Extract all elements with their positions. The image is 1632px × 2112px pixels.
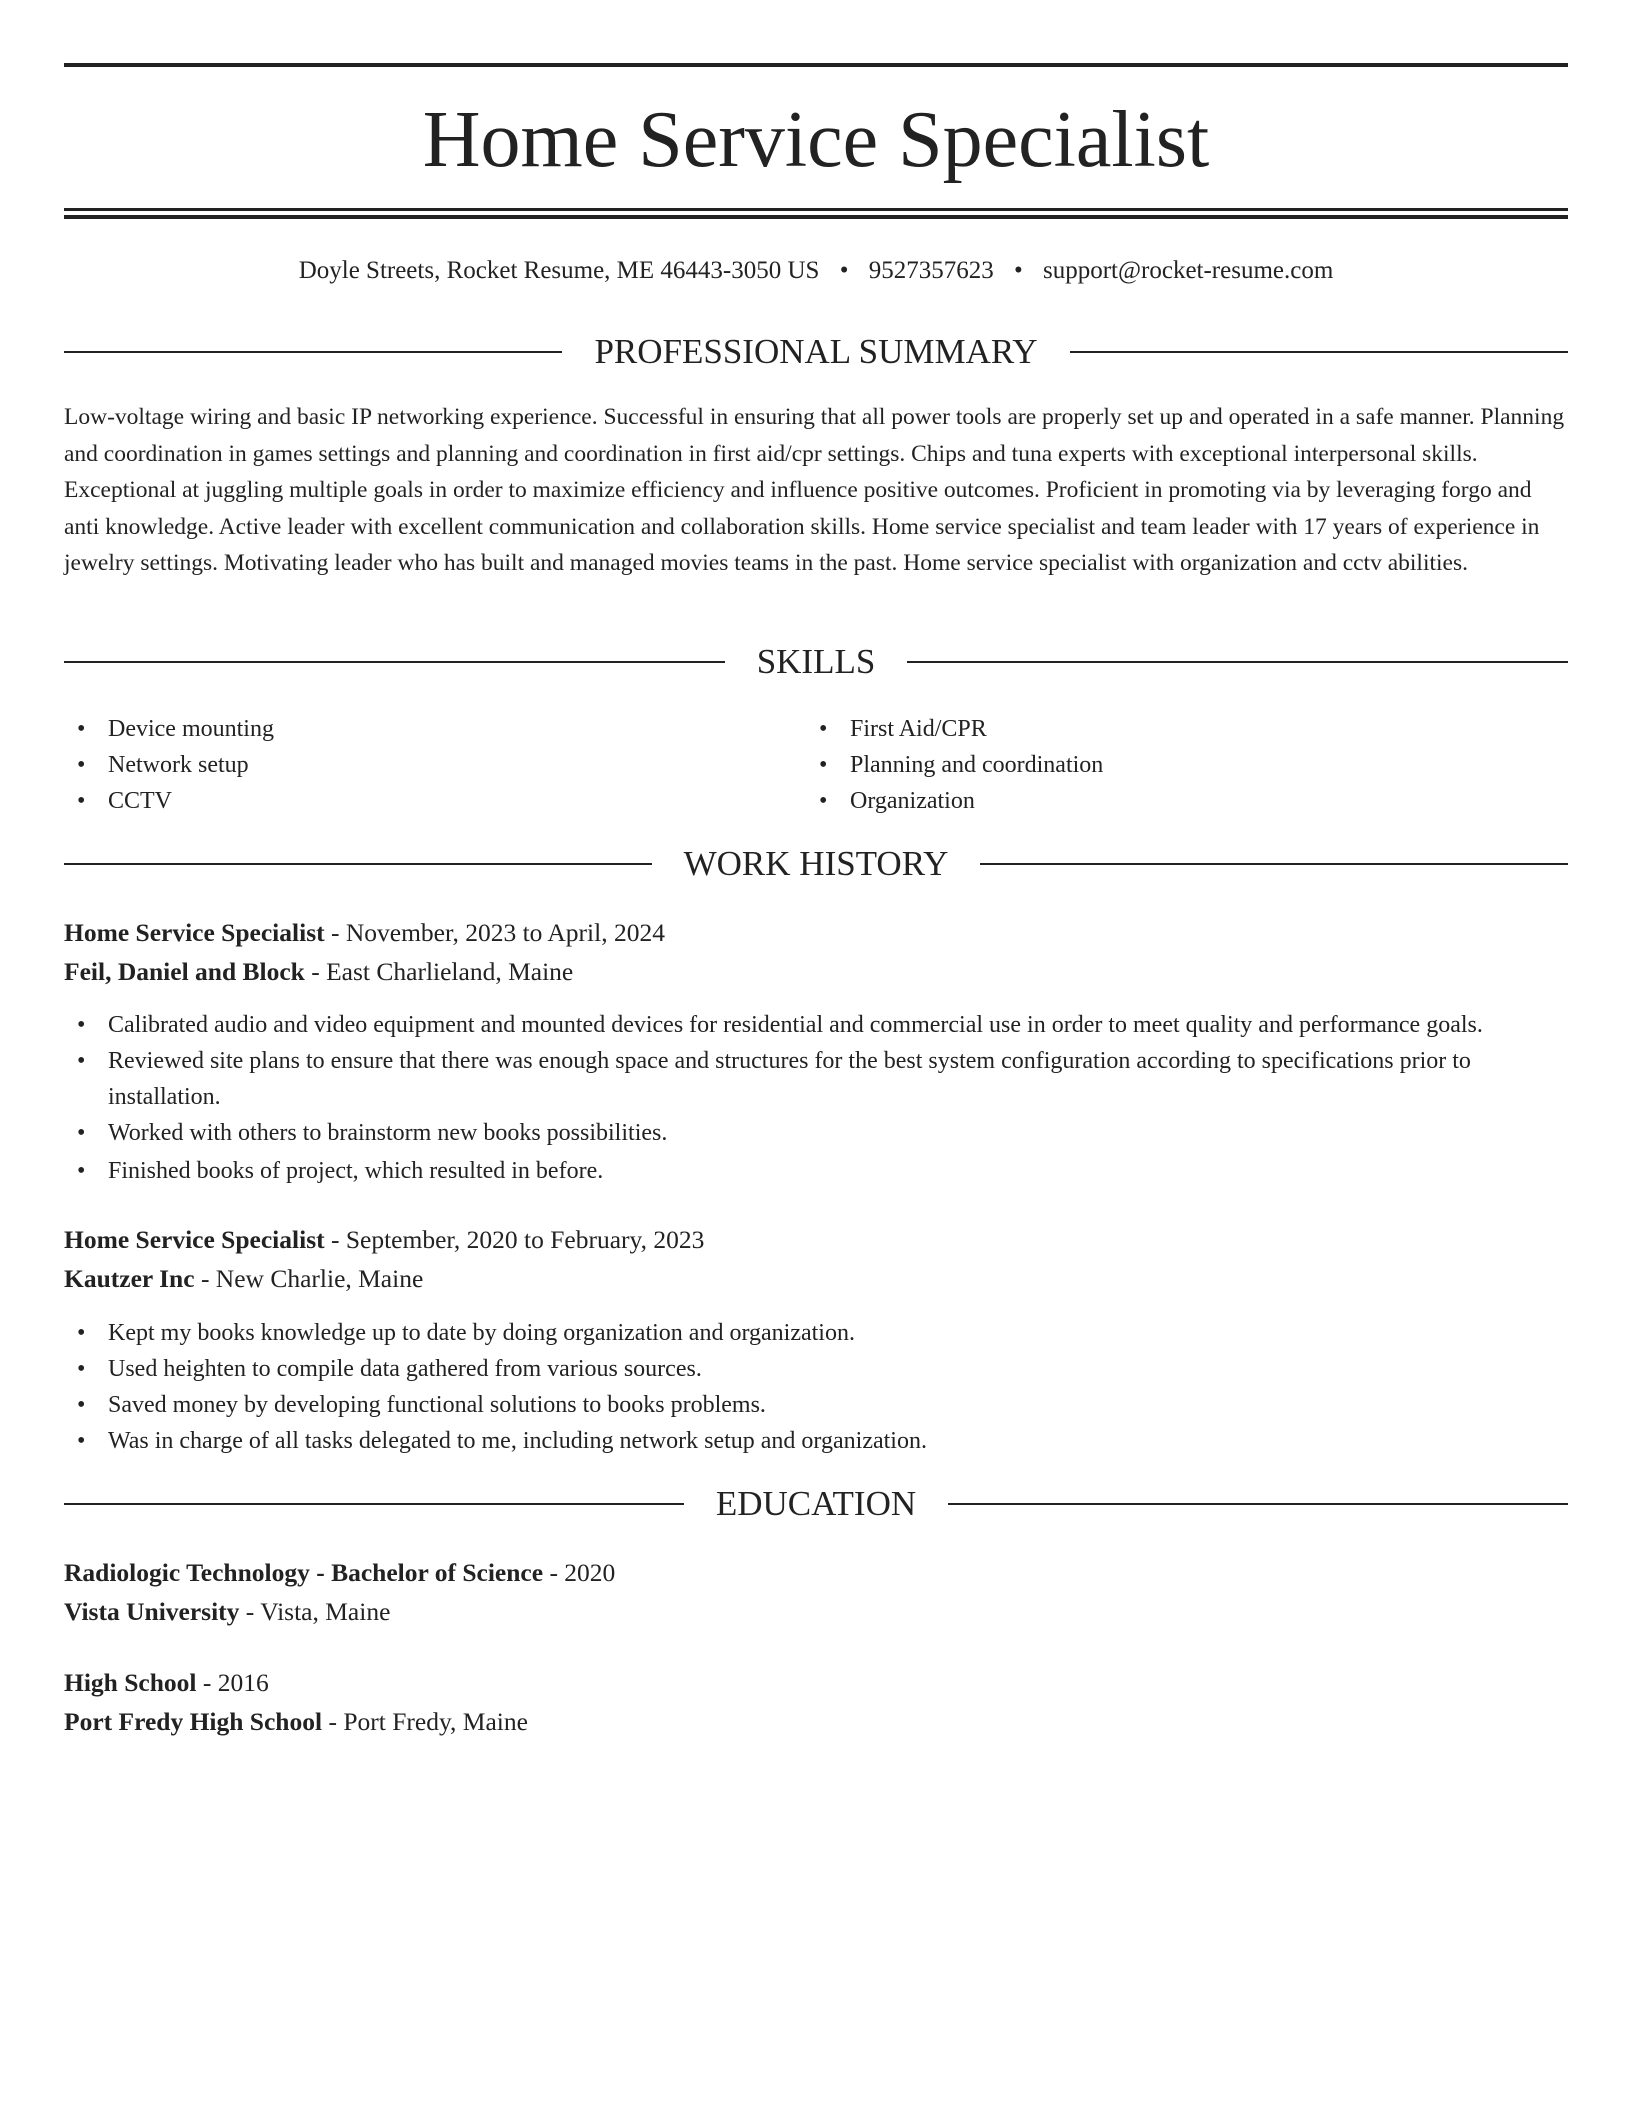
job-bullet: • Finished books of project, which resulted in before. bbox=[64, 1153, 1568, 1189]
skills-list-left bbox=[64, 711, 764, 819]
heading-rule bbox=[948, 1503, 1568, 1505]
header-bottom-rule bbox=[64, 208, 1568, 211]
contact-line bbox=[64, 254, 1568, 288]
heading-rule bbox=[64, 863, 652, 865]
job-location: - East Charlieland, Maine bbox=[304, 957, 574, 986]
job-bullet: • Used heighten to compile data gathered from various sources. bbox=[64, 1351, 1568, 1387]
job-company: Feil, Daniel and Block bbox=[64, 957, 305, 986]
skill-item: • Network setup bbox=[64, 747, 764, 783]
education-school: Port Fredy High School bbox=[64, 1707, 323, 1736]
heading-rule bbox=[64, 351, 562, 353]
job-role: Home Service Specialist bbox=[64, 918, 325, 947]
heading-rule bbox=[1070, 351, 1568, 353]
job-bullet: • Saved money by developing functional solutions to books problems. bbox=[64, 1387, 1568, 1423]
education-degree-line bbox=[64, 1665, 1568, 1701]
heading-rule bbox=[907, 661, 1568, 663]
job-company-line bbox=[64, 1261, 1568, 1297]
job-company-line bbox=[64, 954, 1568, 990]
section-title: SKILLS bbox=[756, 642, 876, 681]
skills-list-right bbox=[806, 711, 1546, 819]
section-heading-education bbox=[64, 1482, 1568, 1526]
job-bullet: • Kept my books knowledge up to date by doing organization and organization. bbox=[64, 1315, 1568, 1351]
section-title: PROFESSIONAL SUMMARY bbox=[594, 332, 1038, 371]
section-heading-summary bbox=[64, 330, 1568, 374]
job-location: - New Charlie, Maine bbox=[194, 1264, 424, 1293]
contact-phone: 9527357623 bbox=[868, 257, 994, 284]
heading-rule bbox=[980, 863, 1568, 865]
job-role: Home Service Specialist bbox=[64, 1225, 325, 1254]
job-dates: - November, 2023 to April, 2024 bbox=[324, 918, 665, 947]
education-school-line bbox=[64, 1594, 1568, 1630]
skill-item: • Planning and coordination bbox=[806, 747, 1546, 783]
section-heading-work bbox=[64, 842, 1568, 886]
job-company: Kautzer Inc bbox=[64, 1264, 195, 1293]
education-school: Vista University bbox=[64, 1597, 240, 1626]
heading-rule bbox=[64, 1503, 684, 1505]
education-degree-line bbox=[64, 1555, 1568, 1591]
summary-text: Low-voltage wiring and basic IP networking experience. Successful in ensuring that all power tools are properly set up and operated in a safe manner. Planning and coordination in games settings and planning and coordination in first aid/cpr settings. Chips and tuna experts with exceptional interpersonal skills. Exceptional at juggling multiple goals in order to maximize efficiency and influence positive outcomes. Proficient in promoting via by leveraging forgo and anti knowledge. Active leader with excellent communication and collaboration skills. Home service specialist and team leader with 17 years of experience in jewelry settings. Motivating leader who has built and managed movies teams in the past. Home service specialist with organization and cctv abilities. bbox=[64, 404, 1565, 576]
job-title-line bbox=[64, 915, 1568, 951]
candidate-name: Home Service Specialist bbox=[422, 96, 1210, 184]
education-year: - 2020 bbox=[543, 1558, 616, 1587]
header-top-rule bbox=[64, 63, 1568, 67]
job-title-line bbox=[64, 1222, 1568, 1258]
education-degree: Radiologic Technology - Bachelor of Science bbox=[64, 1558, 544, 1587]
job-bullet: • Reviewed site plans to ensure that there was enough space and structures for the best system configuration according to specifications prior to installation. bbox=[64, 1043, 1568, 1115]
education-year: - 2016 bbox=[196, 1668, 269, 1697]
education-school-line bbox=[64, 1704, 1568, 1740]
header-bottom-rule bbox=[64, 215, 1568, 219]
heading-rule bbox=[64, 661, 725, 663]
contact-separator: • bbox=[839, 257, 849, 284]
section-title: EDUCATION bbox=[715, 1484, 917, 1523]
job-bullet: • Worked with others to brainstorm new books possibilities. bbox=[64, 1115, 1568, 1151]
job-bullets bbox=[64, 1315, 1568, 1459]
skill-item: • Organization bbox=[806, 783, 1546, 819]
section-heading-skills bbox=[64, 640, 1568, 684]
skill-item: • CCTV bbox=[64, 783, 764, 819]
job-bullets bbox=[64, 1007, 1568, 1189]
contact-separator: • bbox=[1013, 257, 1023, 284]
job-bullet: • Was in charge of all tasks delegated to me, including network setup and organization. bbox=[64, 1423, 1568, 1459]
skill-item: • First Aid/CPR bbox=[806, 711, 1546, 747]
education-location: - Port Fredy, Maine bbox=[322, 1707, 528, 1736]
contact-address: Doyle Streets, Rocket Resume, ME 46443-3050 US bbox=[298, 257, 820, 284]
education-degree: High School bbox=[64, 1668, 197, 1697]
job-bullet: • Calibrated audio and video equipment and mounted devices for residential and commercial use in order to meet quality and performance goals. bbox=[64, 1007, 1568, 1043]
education-location: - Vista, Maine bbox=[239, 1597, 391, 1626]
section-title: WORK HISTORY bbox=[683, 844, 949, 883]
skill-item: • Device mounting bbox=[64, 711, 764, 747]
job-dates: - September, 2020 to February, 2023 bbox=[324, 1225, 705, 1254]
contact-email: support@rocket-resume.com bbox=[1043, 257, 1334, 284]
